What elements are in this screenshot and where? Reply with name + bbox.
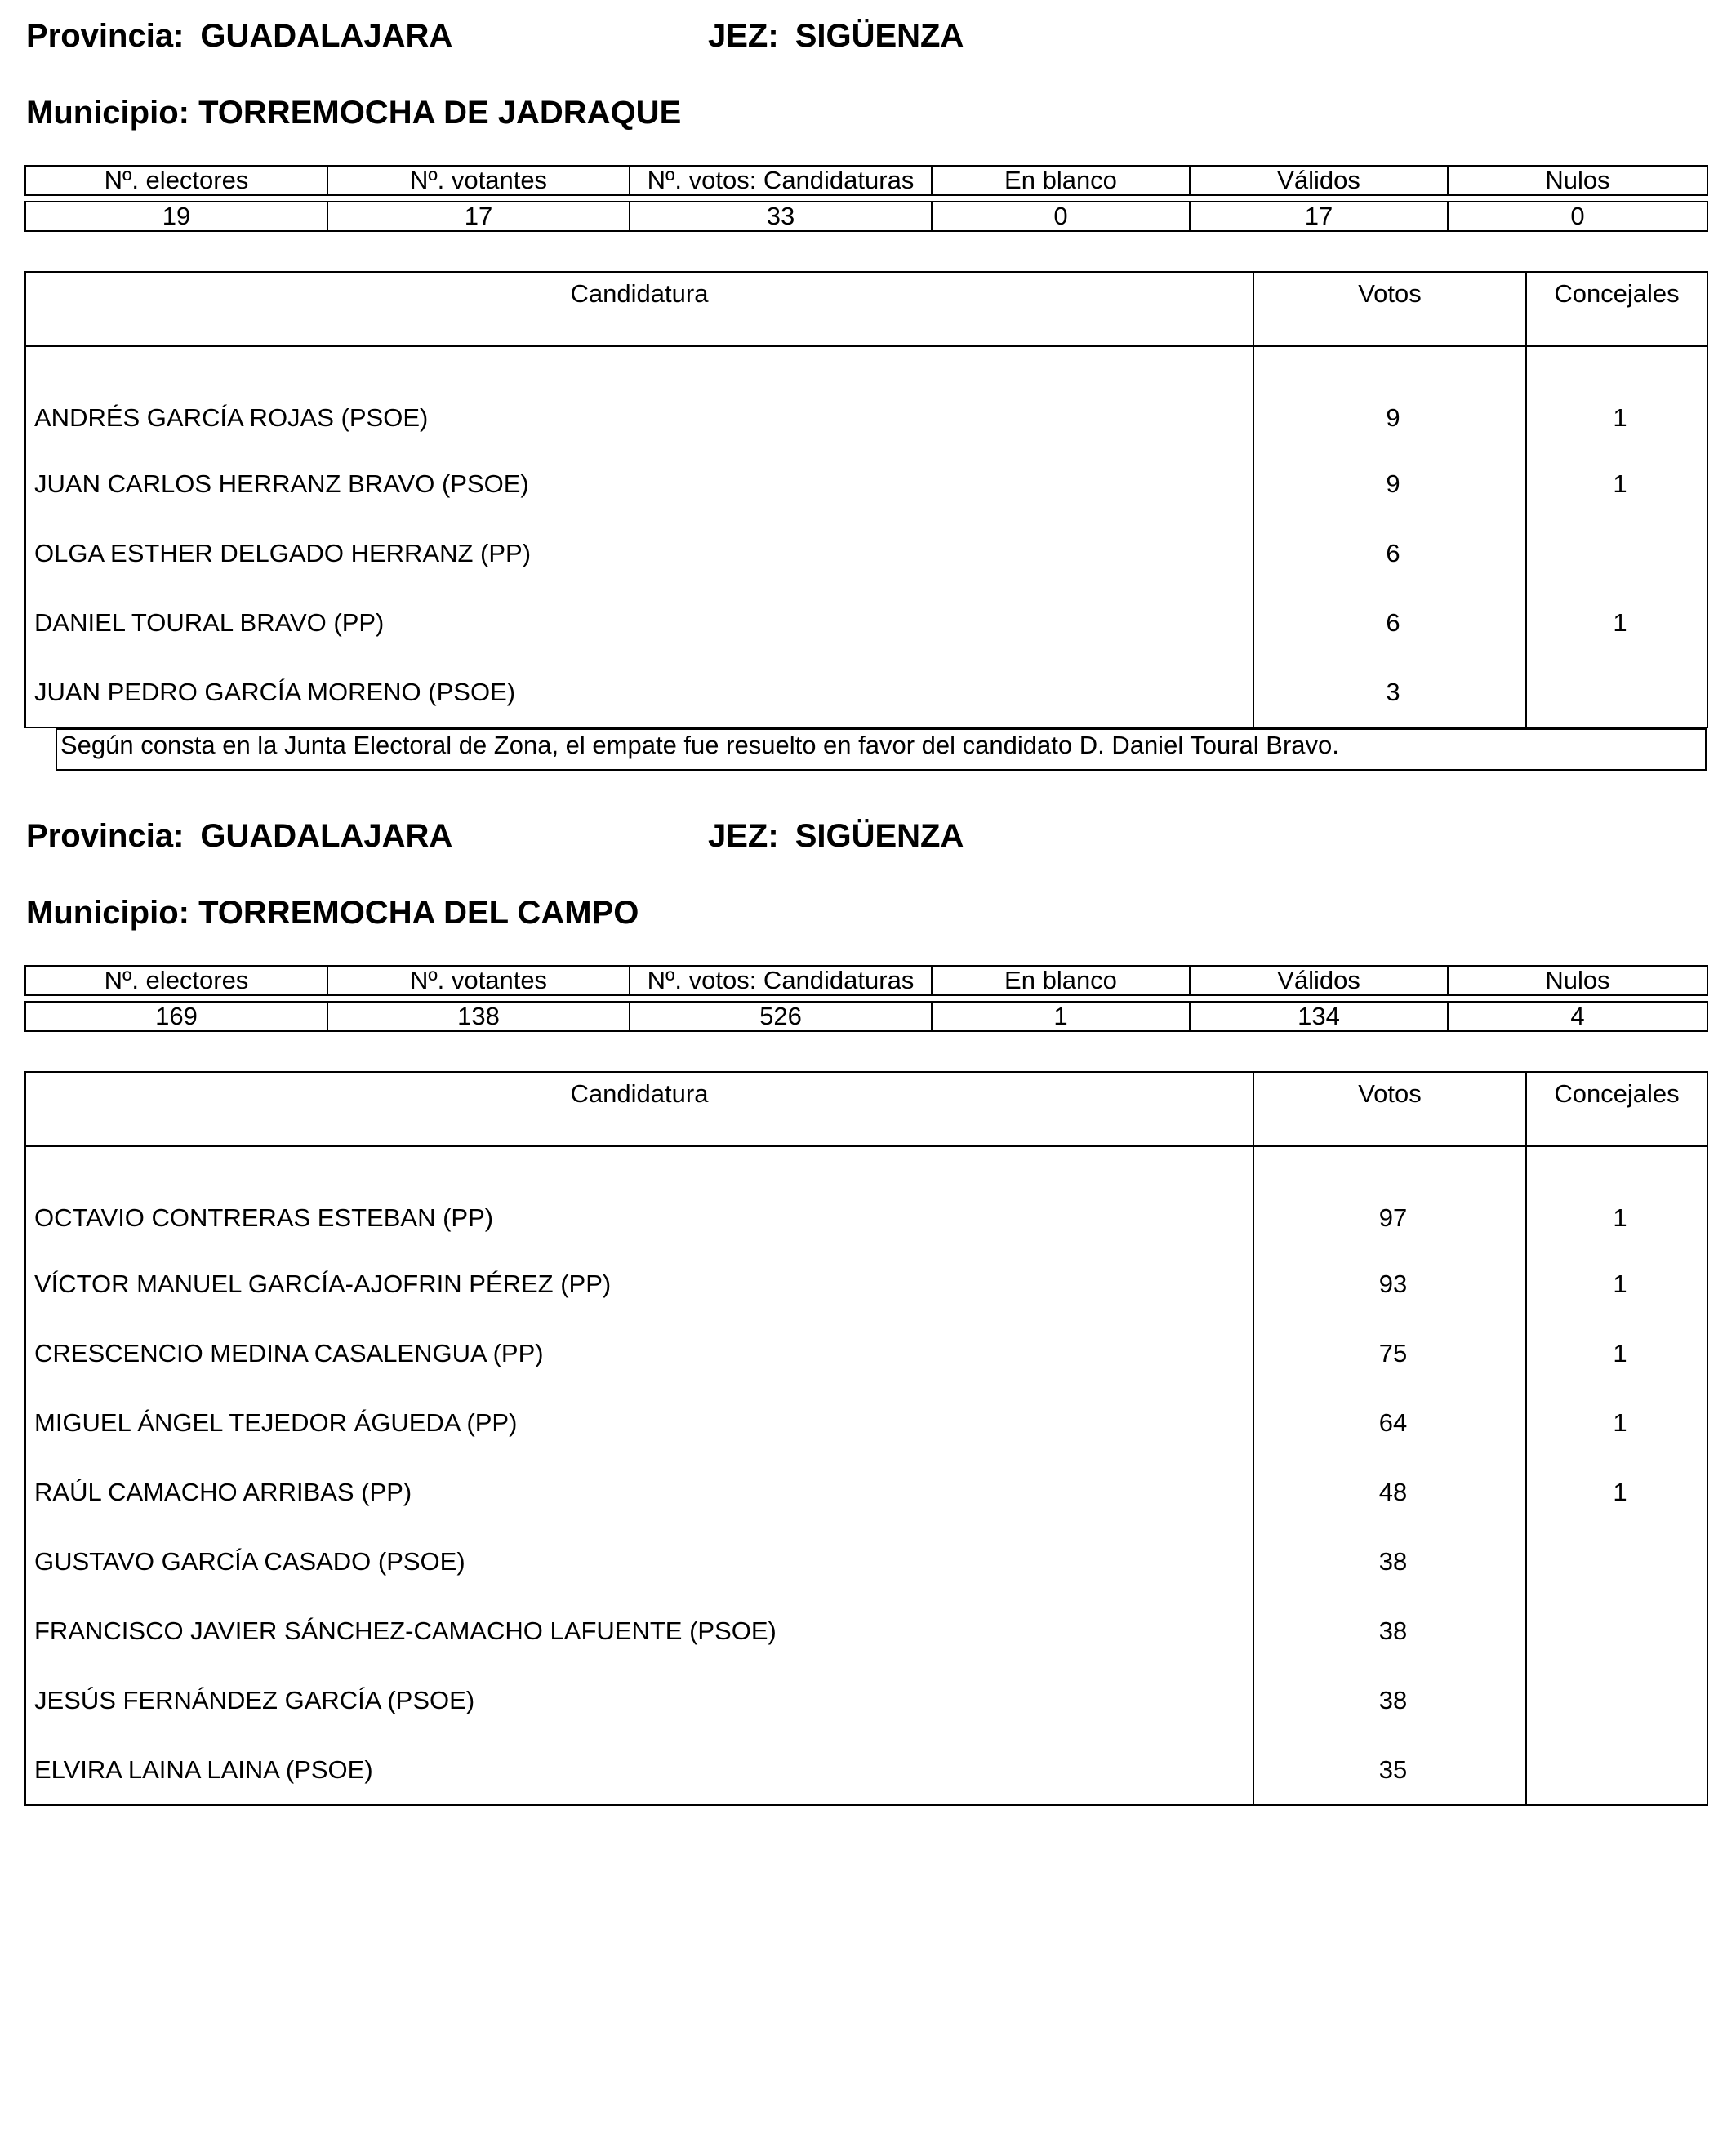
candidate-seats: 1 <box>1526 1319 1707 1388</box>
summary-header: Nº. electores <box>25 166 327 195</box>
summary-value: 1 <box>932 1002 1190 1031</box>
candidate-seats <box>1526 1596 1707 1665</box>
candidate-seats <box>1526 657 1707 727</box>
municipality-label: Municipio: <box>26 95 189 131</box>
table-row <box>25 1457 1707 1527</box>
table-row <box>25 1388 1707 1457</box>
candidate-votes: 3 <box>1253 657 1526 727</box>
municipality-label: Municipio: <box>26 895 189 931</box>
candidate-name: ANDRÉS GARCÍA ROJAS (PSOE) <box>25 346 1253 449</box>
table-row <box>25 1146 1707 1249</box>
candidate-name: RAÚL CAMACHO ARRIBAS (PP) <box>25 1457 1253 1527</box>
candidate-votes: 93 <box>1253 1249 1526 1319</box>
candidates-table <box>24 271 1708 728</box>
candidacy-header: Candidatura <box>25 272 1253 346</box>
summary-header: Nº. electores <box>25 966 327 995</box>
summary-header: Nº. votantes <box>327 166 630 195</box>
summary-value: 0 <box>1448 202 1707 231</box>
candidate-votes: 64 <box>1253 1388 1526 1457</box>
candidate-name: ELVIRA LAINA LAINA (PSOE) <box>25 1735 1253 1805</box>
candidate-votes: 38 <box>1253 1527 1526 1596</box>
candidate-seats <box>1526 1665 1707 1735</box>
summary-header: Nº. votos: Candidaturas <box>630 166 932 195</box>
votes-header: Votos <box>1253 1072 1526 1146</box>
table-row <box>25 1665 1707 1735</box>
table-row <box>25 1249 1707 1319</box>
candidate-seats: 1 <box>1526 1457 1707 1527</box>
summary-value: 17 <box>327 202 630 231</box>
municipality-value: TORREMOCHA DEL CAMPO <box>198 895 639 931</box>
table-row <box>25 1319 1707 1388</box>
summary-table <box>24 965 1708 1032</box>
summary-value: 134 <box>1190 1002 1448 1031</box>
table-row <box>25 449 1707 518</box>
summary-header: En blanco <box>932 166 1190 195</box>
jez-value: SIGÜENZA <box>795 818 964 854</box>
seats-header: Concejales <box>1526 1072 1707 1146</box>
candidates-header-row <box>25 1072 1707 1146</box>
table-row <box>25 588 1707 657</box>
summary-header: Nº. votantes <box>327 966 630 995</box>
province-value: GUADALAJARA <box>200 18 453 54</box>
candidate-name: CRESCENCIO MEDINA CASALENGUA (PP) <box>25 1319 1253 1388</box>
summary-value-row <box>25 1002 1707 1031</box>
summary-header: Válidos <box>1190 966 1448 995</box>
candidate-name: GUSTAVO GARCÍA CASADO (PSOE) <box>25 1527 1253 1596</box>
votes-header: Votos <box>1253 272 1526 346</box>
summary-header: En blanco <box>932 966 1190 995</box>
candidate-name: JESÚS FERNÁNDEZ GARCÍA (PSOE) <box>25 1665 1253 1735</box>
table-row <box>25 1527 1707 1596</box>
candidate-name: FRANCISCO JAVIER SÁNCHEZ-CAMACHO LAFUENTE (PSOE) <box>25 1596 1253 1665</box>
province-heading <box>26 18 452 54</box>
summary-value-row <box>25 202 1707 231</box>
summary-value: 526 <box>630 1002 932 1031</box>
candidate-votes: 48 <box>1253 1457 1526 1527</box>
province-label: Provincia: <box>26 18 185 54</box>
candidates-table <box>24 1071 1708 1806</box>
province-value: GUADALAJARA <box>200 818 453 854</box>
candidate-seats: 1 <box>1526 588 1707 657</box>
table-row <box>25 1735 1707 1805</box>
candidate-votes: 9 <box>1253 346 1526 449</box>
candidate-name: OCTAVIO CONTRERAS ESTEBAN (PP) <box>25 1146 1253 1249</box>
summary-header: Válidos <box>1190 166 1448 195</box>
summary-value: 19 <box>25 202 327 231</box>
candidate-seats <box>1526 518 1707 588</box>
candidate-votes: 35 <box>1253 1735 1526 1805</box>
table-row <box>25 657 1707 727</box>
summary-header: Nulos <box>1448 166 1707 195</box>
candidate-seats: 1 <box>1526 1146 1707 1249</box>
jez-label: JEZ: <box>708 818 779 854</box>
candidate-votes: 6 <box>1253 518 1526 588</box>
candidate-name: JUAN CARLOS HERRANZ BRAVO (PSOE) <box>25 449 1253 518</box>
candidate-name: DANIEL TOURAL BRAVO (PP) <box>25 588 1253 657</box>
candidate-name: VÍCTOR MANUEL GARCÍA-AJOFRIN PÉREZ (PP) <box>25 1249 1253 1319</box>
candidate-seats: 1 <box>1526 1388 1707 1457</box>
table-row <box>25 1596 1707 1665</box>
candidate-votes: 6 <box>1253 588 1526 657</box>
candidate-seats: 1 <box>1526 1249 1707 1319</box>
summary-value: 169 <box>25 1002 327 1031</box>
summary-header: Nº. votos: Candidaturas <box>630 966 932 995</box>
province-label: Provincia: <box>26 818 185 854</box>
summary-header-row <box>25 166 1707 195</box>
summary-header-row <box>25 966 1707 995</box>
candidate-name: MIGUEL ÁNGEL TEJEDOR ÁGUEDA (PP) <box>25 1388 1253 1457</box>
jez-label: JEZ: <box>708 18 779 54</box>
table-row <box>25 346 1707 449</box>
municipality-value: TORREMOCHA DE JADRAQUE <box>198 95 682 131</box>
candidate-votes: 38 <box>1253 1596 1526 1665</box>
candidate-votes: 38 <box>1253 1665 1526 1735</box>
table-row <box>25 518 1707 588</box>
summary-value: 33 <box>630 202 932 231</box>
candidate-seats: 1 <box>1526 346 1707 449</box>
tie-resolution-note: Según consta en la Junta Electoral de Zona, el empate fue resuelto en favor del candidato D. Daniel Toural Bravo. <box>56 728 1707 771</box>
summary-header: Nulos <box>1448 966 1707 995</box>
summary-table <box>24 165 1708 232</box>
jez-value: SIGÜENZA <box>795 18 964 54</box>
candidate-votes: 75 <box>1253 1319 1526 1388</box>
candidate-seats: 1 <box>1526 449 1707 518</box>
candidacy-header: Candidatura <box>25 1072 1253 1146</box>
jez-heading <box>708 818 964 854</box>
candidate-seats <box>1526 1735 1707 1805</box>
jez-heading <box>708 18 964 54</box>
candidate-name: JUAN PEDRO GARCÍA MORENO (PSOE) <box>25 657 1253 727</box>
candidate-seats <box>1526 1527 1707 1596</box>
summary-value: 138 <box>327 1002 630 1031</box>
seats-header: Concejales <box>1526 272 1707 346</box>
candidates-header-row <box>25 272 1707 346</box>
summary-value: 17 <box>1190 202 1448 231</box>
municipality-heading <box>26 95 681 131</box>
province-heading <box>26 818 452 854</box>
candidate-name: OLGA ESTHER DELGADO HERRANZ (PP) <box>25 518 1253 588</box>
summary-value: 4 <box>1448 1002 1707 1031</box>
candidate-votes: 9 <box>1253 449 1526 518</box>
summary-value: 0 <box>932 202 1190 231</box>
municipality-heading <box>26 895 639 931</box>
candidate-votes: 97 <box>1253 1146 1526 1249</box>
